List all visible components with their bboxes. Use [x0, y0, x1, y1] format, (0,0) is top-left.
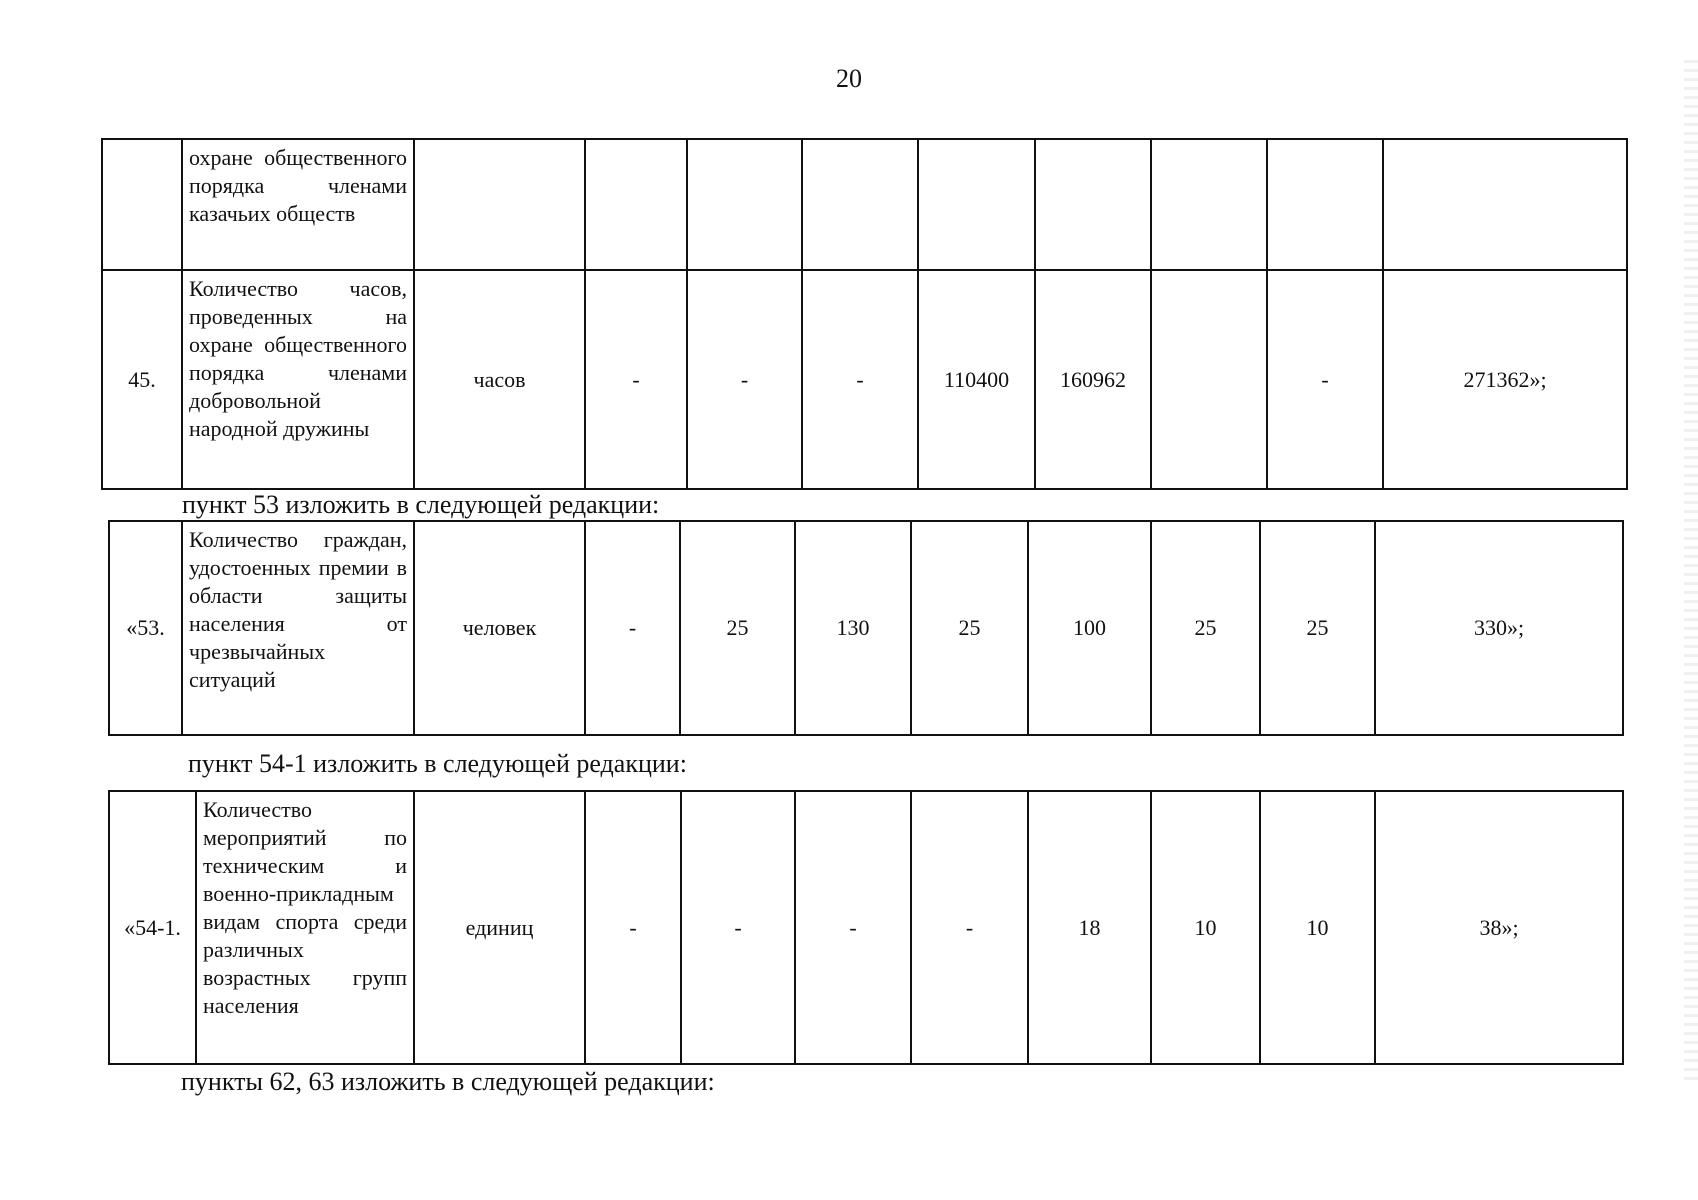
indicator-table-54-1 — [108, 790, 1624, 1065]
value-cell: - — [681, 791, 795, 1064]
instruction-text: пункт 53 изложить в следующей редакции: — [182, 490, 660, 519]
value-cell — [585, 139, 687, 270]
table-row — [102, 139, 1627, 270]
value-cell: 25 — [1260, 521, 1375, 735]
unit-cell: человек — [414, 521, 585, 735]
value-cell — [1151, 270, 1267, 489]
value-cell — [1267, 139, 1383, 270]
value-cell: - — [585, 521, 680, 735]
total-cell — [1383, 139, 1627, 270]
indicator-name: охране общественного порядка членами казачьих обществ — [182, 139, 414, 270]
instruction-text: пункт 54-1 изложить в следующей редакции: — [188, 749, 687, 778]
value-cell: - — [911, 791, 1028, 1064]
value-cell — [1035, 139, 1151, 270]
page-number: 20 — [836, 64, 862, 93]
indicator-table-53 — [108, 520, 1624, 736]
indicator-name: Количество мероприятий по техническим и военно-прикладным видам спорта среди различных возрастных групп населения — [196, 791, 414, 1064]
row-number: 45. — [102, 270, 182, 489]
value-cell — [1151, 139, 1267, 270]
unit-cell — [414, 139, 585, 270]
total-cell: 38»; — [1375, 791, 1623, 1064]
value-cell: - — [585, 270, 687, 489]
value-cell: 10 — [1151, 791, 1260, 1064]
value-cell: 10 — [1260, 791, 1375, 1064]
value-cell: - — [795, 791, 911, 1064]
value-cell: - — [1267, 270, 1383, 489]
value-cell: - — [802, 270, 918, 489]
total-cell: 330»; — [1375, 521, 1623, 735]
value-cell: 25 — [1151, 521, 1260, 735]
instruction-text: пункты 62, 63 изложить в следующей редакции: — [181, 1067, 715, 1096]
value-cell: 130 — [795, 521, 911, 735]
table-row — [109, 791, 1623, 1064]
unit-cell: часов — [414, 270, 585, 489]
scan-edge-artifact — [1684, 60, 1698, 1080]
value-cell: 100 — [1028, 521, 1151, 735]
value-cell: 25 — [680, 521, 795, 735]
value-cell — [918, 139, 1035, 270]
table-row — [102, 270, 1627, 489]
value-cell — [687, 139, 802, 270]
table-row — [109, 521, 1623, 735]
value-cell: 25 — [911, 521, 1028, 735]
row-number: «53. — [109, 521, 182, 735]
row-number: «54-1. — [109, 791, 196, 1064]
value-cell: 160962 — [1035, 270, 1151, 489]
value-cell: - — [687, 270, 802, 489]
unit-cell: единиц — [414, 791, 585, 1064]
value-cell: 18 — [1028, 791, 1151, 1064]
row-number — [102, 139, 182, 270]
indicators-table-continued — [101, 138, 1628, 490]
indicator-name: Количество граждан, удостоенных премии в области защиты населения от чрезвычайных ситуаций — [182, 521, 414, 735]
total-cell: 271362»; — [1383, 270, 1627, 489]
value-cell: 110400 — [918, 270, 1035, 489]
value-cell: - — [585, 791, 681, 1064]
indicator-name: Количество часов, проведенных на охране общественного порядка членами добровольной народной дружины — [182, 270, 414, 489]
value-cell — [802, 139, 918, 270]
